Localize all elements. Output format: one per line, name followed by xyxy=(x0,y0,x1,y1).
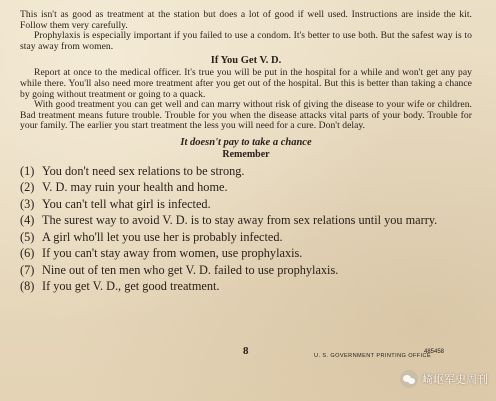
page-number: 8 xyxy=(243,345,249,357)
intro-block xyxy=(20,10,472,52)
section-paragraph-2: With good treatment you can get well and can marry without risk of giving the disease to your wife or children. Bad treatment means future trouble. Trouble for you when the disease attacks vital parts of your body. Trouble for your family. The earlier you start treatment the less you will need for a cure. Don't delay. xyxy=(20,99,472,132)
section-heading: If You Get V. D. xyxy=(210,55,282,67)
item-text: You can't tell what girl is infected. xyxy=(42,196,211,211)
remember-list xyxy=(20,163,472,295)
item-text: If you can't stay away from women, use prophylaxis. xyxy=(42,246,303,261)
list-item xyxy=(20,163,472,180)
section-body xyxy=(20,68,472,132)
watermark xyxy=(400,369,488,389)
list-item xyxy=(20,196,472,213)
item-number: (5) xyxy=(20,229,35,244)
list-item xyxy=(20,278,472,295)
item-text: V. D. may ruin your health and home. xyxy=(42,180,228,195)
intro-paragraph-2: Prophylaxis is especially important if you failed to use a condom. It's better to use both. But the safest way is to stay away from women. xyxy=(20,30,472,52)
printer-credit: U. S. GOVERNMENT PRINTING OFFICE xyxy=(314,353,432,359)
item-number: (3) xyxy=(20,196,35,211)
tagline: It doesn't pay to take a chance xyxy=(180,136,312,148)
item-text: You don't need sex relations to be strong. xyxy=(42,163,245,178)
list-item xyxy=(20,179,472,196)
item-number: (1) xyxy=(20,163,35,178)
list-item xyxy=(20,262,472,279)
item-text: A girl who'll let you use her is probably infected. xyxy=(42,229,283,244)
list-item xyxy=(20,212,472,229)
list-item xyxy=(20,245,472,262)
page-footer xyxy=(0,345,496,365)
intro-paragraph-1: This isn't as good as treatment at the station but does a lot of good if well used. Instructions are inside the kit. Follow them very carefully. xyxy=(20,9,472,31)
remember-title: Remember xyxy=(222,148,270,160)
item-number: (4) xyxy=(20,213,35,228)
watermark-text: 崎岖军史周刊 xyxy=(422,373,488,386)
item-number: (2) xyxy=(20,180,35,195)
item-number: (6) xyxy=(20,246,35,261)
item-text: Nine out of ten men who get V. D. failed to use prophylaxis. xyxy=(42,262,339,277)
print-code: 485458 xyxy=(424,349,445,355)
wechat-icon xyxy=(400,370,418,388)
item-number: (7) xyxy=(20,262,35,277)
section-paragraph-1: Report at once to the medical officer. It's true you will be put in the hospital for a while and won't get any pay while there. You'll also need more treatment after you get out of the hospital. But this is better than taking a chance by going without treatment or going to a quack. xyxy=(20,67,472,100)
list-item xyxy=(20,229,472,246)
item-text: If you get V. D., get good treatment. xyxy=(42,279,220,294)
item-number: (8) xyxy=(20,279,35,294)
item-text: The surest way to avoid V. D. is to stay away from sex relations until you marry. xyxy=(42,213,438,228)
